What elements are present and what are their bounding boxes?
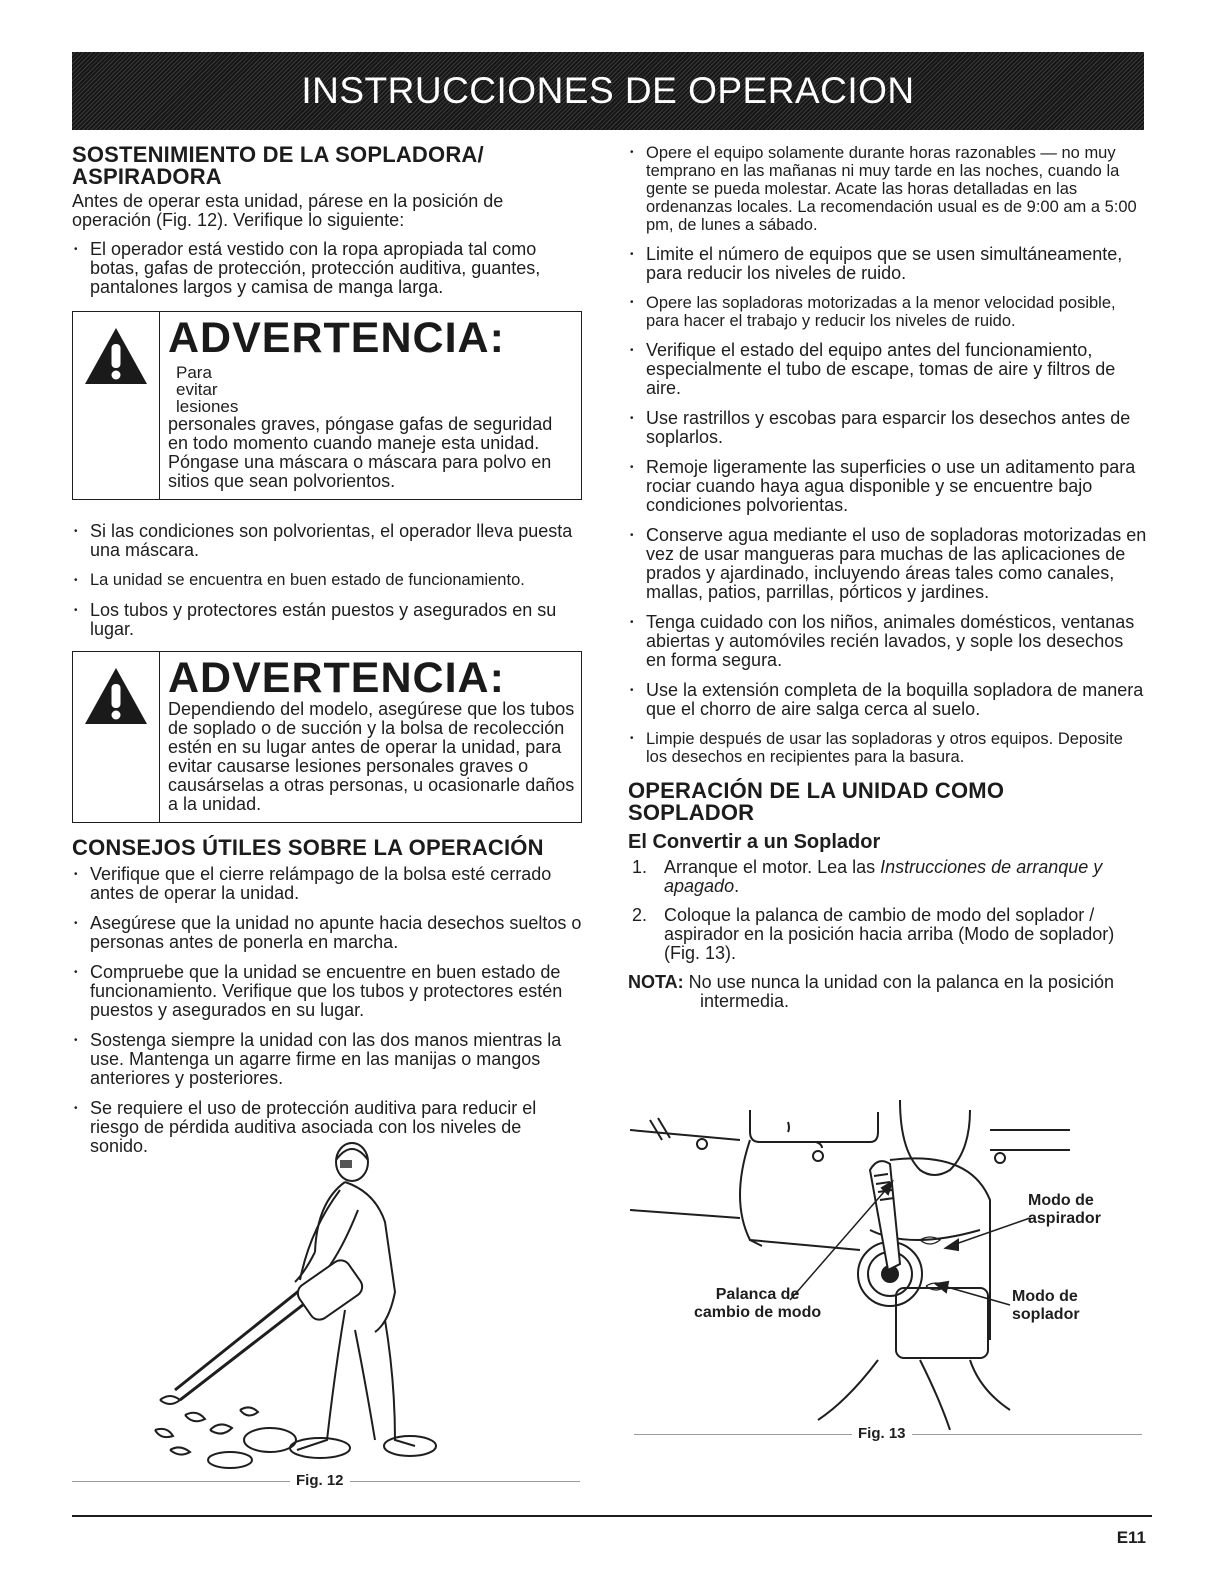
subsection-title: El Convertir a un Soplador [628,831,881,853]
list-item: • El operador está vestido con la ropa apropiada tal como botas, gafas de protección, protección auditiva, guantes, pantalones largos y camisa de manga larga. [72,240,582,297]
warning-text [160,652,581,822]
section-title-consejos: CONSEJOS ÚTILES SOBRE LA OPERACIÓN [72,835,544,860]
section-title-sostenimiento [72,144,582,188]
list-item: • Se requiere el uso de protección auditiva para reducir el riesgo de pérdida auditiva asociada con los niveles de sonido. [72,1099,582,1156]
list-item: • Sostenga siempre la unidad con las dos manos mientras la use. Mantenga un agarre firme en las manijas o mangos anteriores y posteriores. [72,1031,582,1088]
label-line: Modo de [1028,1192,1094,1209]
checklist-b [72,522,582,639]
footer-rule [72,1515,1152,1517]
list-item: • Use rastrillos y escobas para esparcir los desechos antes de soplarlos. [628,409,1148,447]
list-item: • Verifique el estado del equipo antes del funcionamiento, especialmente el tubo de escape, tomas de aire y filtros de aire. [628,341,1148,398]
step-item [628,906,1148,963]
warning-icon [73,312,160,499]
mode-lever-illustration [630,1100,1150,1430]
section-title-line: SOSTENIMIENTO DE LA SOPLADORA/ [72,142,484,167]
label-line: cambio de modo [694,1304,822,1321]
warning-body: Dependiendo del modelo, asegúrese que los tubos de soplado o de succión y la bolsa de recolección estén en su lugar antes de operar la unidad, para evitar causarse lesiones personales graves o causárselas a otras personas, u ocasionarle daños a la unidad. [168,699,575,814]
list-item: • Use la extensión completa de la boquilla sopladora de manera que el chorro de aire salga cerca al suelo. [628,681,1148,719]
page-title: INSTRUCCIONES DE OPERACION [301,70,915,111]
warning-title-tail: Para evitar lesiones [176,363,239,416]
warning-heading [168,316,575,415]
label-line: Palanca de [715,1286,800,1303]
fig13-caption: Fig. 13 [852,1425,912,1442]
steps-list [628,858,1148,963]
step-reference: Instrucciones de arranque y apagado [664,857,1103,896]
step-number: 2. [632,905,648,925]
step-text: Coloque la palanca de cambio de modo del soplador / aspirador en la posición hacia arriba (Modo de soplador) (Fig. 13). [664,905,1115,963]
left-column [72,144,582,1167]
step-text: Arranque el motor. Lea las [664,857,881,877]
list-item: • Limite el número de equipos que se usen simultáneamente, para reducir los niveles de ruido. [628,245,1148,283]
section-title-line: SOPLADOR [628,800,755,825]
warning-text [160,312,581,499]
step-punct: . [734,876,740,896]
label-line: Modo de [1012,1288,1078,1305]
fig12-caption: Fig. 12 [290,1472,350,1489]
note-text: No use nunca la unidad con la palanca en la posición intermedia. [688,972,1114,1011]
list-item: • Opere las sopladoras motorizadas a la menor velocidad posible, para hacer el trabajo y reducir los niveles de ruido. [628,294,1148,330]
warning-icon [73,652,160,822]
note-label: NOTA: [628,972,684,992]
warning-title: ADVERTENCIA: [168,314,505,362]
warning-body: personales graves, póngase gafas de seguridad en todo momento cuando maneje esta unidad. Póngase una máscara o máscara para polvo en sitios que sean polvorientos. [168,414,553,491]
page-number: E11 [1116,1528,1146,1547]
checklist-a [72,240,582,297]
operator-illustration [140,1130,460,1480]
list-item: • Opere el equipo solamente durante horas razonables — no muy temprano en las mañanas ni muy tarde en las noches, cuando la gente se pueda molestar. Acate las horas detalladas en las ordenanzas locales. La recomendación usual es de 9:00 am a 5:00 pm, de lunes a sábado. [628,144,1148,234]
operation-tips-list [628,144,1148,766]
list-item: • Conserve agua mediante el uso de sopladoras motorizadas en vez de usar mangueras para muchas de las aplicaciones de prados y ajardinado, incluyendo áreas tales como canales, mallas, patios, parrillas, pórticos y jardines. [628,526,1148,602]
step-item [628,858,1148,896]
list-item: • Asegúrese que la unidad no apunte hacia desechos sueltos o personas antes de ponerla en marcha. [72,914,582,952]
label-line: aspirador [1028,1210,1101,1227]
list-item: • Compruebe que la unidad se encuentre en buen estado de funcionamiento. Verifique que los tubos y protectores estén puestos y asegurados en su lugar. [72,963,582,1020]
warning-box-1 [72,311,582,500]
list-item: • La unidad se encuentra en buen estado de funcionamiento. [72,571,582,590]
warning-box-2 [72,651,582,823]
list-item: • Tenga cuidado con los niños, animales domésticos, ventanas abiertas y automóviles recién lavados, y sople los desechos en forma segura. [628,613,1148,670]
label-mode-lever [694,1286,821,1322]
note [628,973,1148,1011]
list-item: • Si las condiciones son polvorientas, el operador lleva puesta una máscara. [72,522,582,560]
list-item: • Remoje ligeramente las superficies o use un aditamento para rociar cuando haya agua disponible y se encuentre bajo condiciones polvorientas. [628,458,1148,515]
list-item: • Verifique que el cierre relámpago de la bolsa esté cerrado antes de operar la unidad. [72,865,582,903]
tips-list [72,865,582,1156]
list-item: • Limpie después de usar las sopladoras y otros equipos. Deposite los desechos en recipientes para la basura. [628,730,1148,766]
section-title-line: ASPIRADORA [72,164,222,189]
header-banner [72,52,1144,130]
section-title-line: OPERACIÓN DE LA UNIDAD COMO [628,778,1005,803]
right-column [628,144,1148,1011]
warning-title: ADVERTENCIA: [168,654,505,702]
intro-paragraph: Antes de operar esta unidad, párese en la posición de operación (Fig. 12). Verifique lo siguiente: [72,191,504,230]
label-blower-mode [1012,1288,1080,1324]
label-vacuum-mode [1028,1192,1101,1228]
step-number: 1. [632,857,648,877]
label-line: soplador [1012,1306,1080,1323]
section-title-operacion [628,780,1148,824]
list-item: • Los tubos y protectores están puestos y asegurados en su lugar. [72,601,582,639]
